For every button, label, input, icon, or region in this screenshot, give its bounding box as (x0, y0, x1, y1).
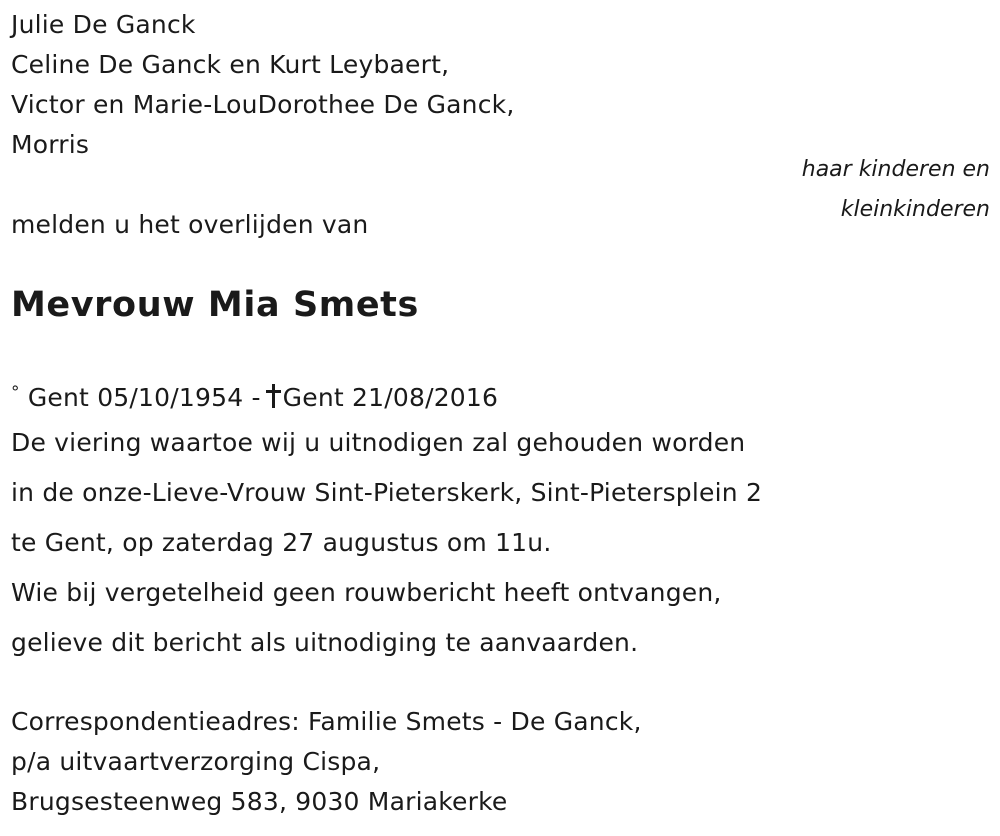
ceremony-line: in de onze-Lieve-Vrouw Sint-Pieterskerk, Sint-Pietersplein 2 (11, 478, 763, 507)
relation-note-line: kleinkinderen (840, 197, 990, 222)
birth-symbol: ° (11, 383, 20, 403)
life-dates (11, 378, 498, 413)
ceremony-line: Wie bij vergetelheid geen rouwbericht heeft ontvangen, (11, 578, 722, 607)
birth-date: Gent 05/10/1954 - (27, 383, 261, 412)
relation-note-line: haar kinderen en (801, 157, 990, 182)
announcer-line: Celine De Ganck en Kurt Leybaert, (11, 50, 450, 79)
address-line: Brugsesteenweg 583, 9030 Mariakerke (11, 787, 508, 816)
announcer-line: Julie De Ganck (11, 10, 196, 39)
announcer-line: Victor en Marie-LouDorothee De Ganck, (11, 90, 515, 119)
cross-icon (265, 384, 281, 408)
announcer-line: Morris (11, 130, 90, 159)
ceremony-line: De viering waartoe wij u uitnodigen zal gehouden worden (11, 428, 746, 457)
address-line: Correspondentieadres: Familie Smets - De Ganck, (11, 707, 642, 736)
death-date: Gent 21/08/2016 (282, 383, 499, 412)
intro-text: melden u het overlijden van (11, 210, 369, 239)
ceremony-line: gelieve dit bericht als uitnodiging te aanvaarden. (11, 628, 639, 657)
address-line: p/a uitvaartverzorging Cispa, (11, 747, 381, 776)
deceased-name: Mevrouw Mia Smets (11, 285, 419, 325)
ceremony-line: te Gent, op zaterdag 27 augustus om 11u. (11, 528, 552, 557)
